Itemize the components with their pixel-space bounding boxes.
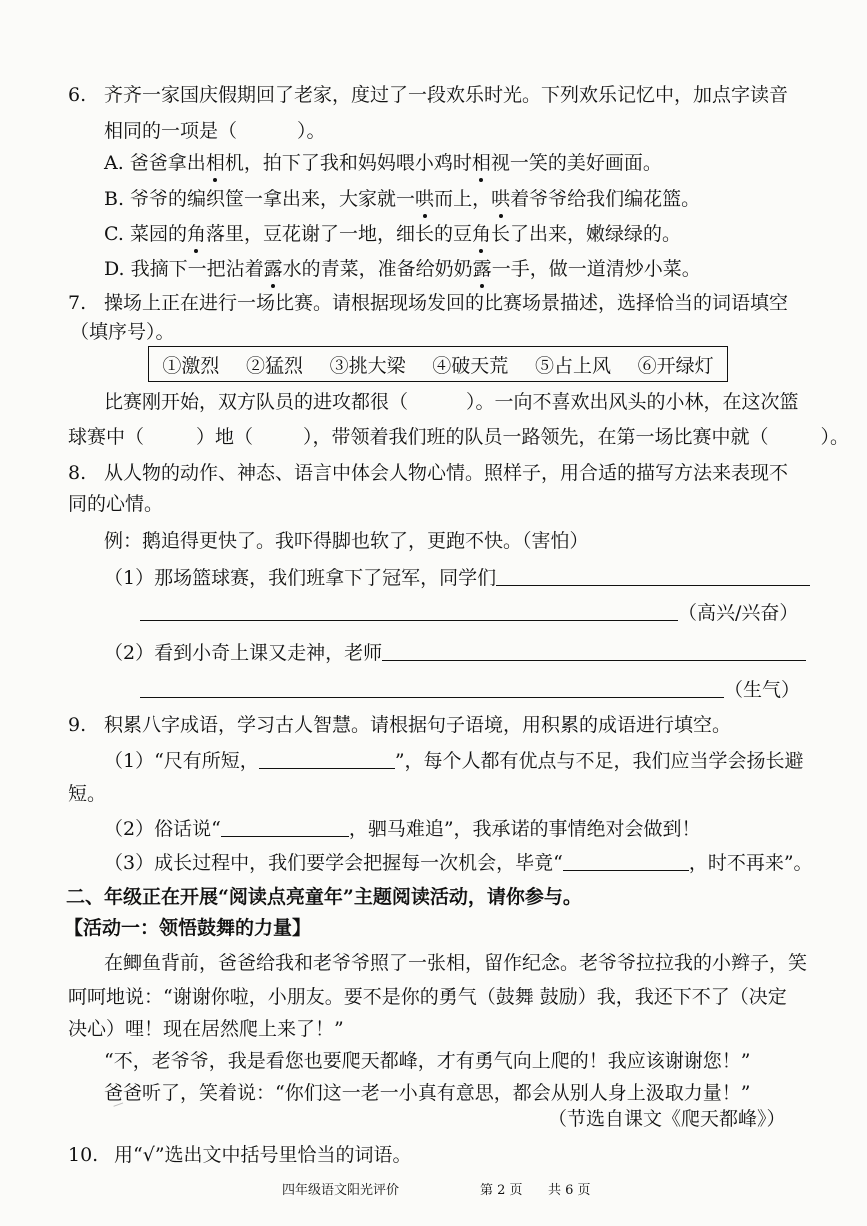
section2-title: 二、年级正在开展“阅读点亮童年”主题阅读活动，请你参与。 — [66, 886, 582, 908]
q7-option: ④破天荒 — [432, 354, 509, 377]
passage-line2: 呵呵地说：“谢谢你啦，小朋友。要不是你的勇气（鼓舞 鼓励）我，我还下不了（决定 — [68, 986, 787, 1008]
q8-number: 8. — [68, 462, 87, 484]
footer-page-number: 第 2 页 — [480, 1183, 523, 1198]
q6-option-d: D. 我摘下一把沾着露水的青菜，准备给奶奶露一手，做一道清炒小菜。 — [104, 258, 701, 280]
q7-word-options-box — [148, 346, 728, 382]
q7-option: ③挑大梁 — [329, 354, 406, 377]
q9-number: 9. — [68, 714, 87, 736]
footer-total-pages: 共 6 页 — [548, 1183, 591, 1198]
q9-item1-answer-line[interactable] — [259, 748, 395, 769]
q8-stem-line2: 同的心情。 — [68, 493, 164, 515]
q6-stem-end: ）。 — [297, 120, 326, 142]
q6-stem-line2 — [104, 118, 326, 144]
q10-number: 10. — [68, 1144, 99, 1166]
q7-option: ①激烈 — [162, 354, 220, 377]
q8-item1-line2 — [140, 600, 798, 626]
q8-stem-line1: 从人物的动作、神态、语言中体会人物心情。照样子，用合适的描写方法来表现不 — [104, 462, 789, 484]
q8-item2: （2）看到小奇上课又走神，老师 — [104, 640, 806, 666]
q8-item2-answer-line[interactable] — [382, 640, 806, 661]
q8-item2-line2 — [140, 677, 800, 703]
passage-line5: 爸爸听了，笑着说：“你们这一老一小真有意思，都会从别人身上汲取力量！” — [104, 1082, 751, 1104]
q6-number: 6. — [68, 84, 87, 106]
q8-example: 例：鹅追得更快了。我吓得脚也软了，更跑不快。（害怕） — [104, 530, 589, 552]
passage-line4: “不，老爷爷，我是看您也要爬天都峰，才有勇气向上爬的！我应该谢谢您！” — [104, 1050, 751, 1072]
q9-item1: （1）“尺有所短， ”，每个人都有优点与不足，我们应当学会扬长避 — [104, 750, 804, 772]
q7-option: ②猛烈 — [245, 354, 303, 377]
q7-option: ⑥开绿灯 — [637, 354, 714, 377]
q8-item1-answer-line[interactable] — [496, 565, 810, 586]
q8-item1-answer-line2[interactable] — [140, 600, 678, 621]
activity1-heading: 【活动一：领悟鼓舞的力量】 — [64, 917, 312, 939]
q7-option: ⑤占上风 — [534, 354, 611, 377]
q6-option-a: A. 爸爸拿出相机，拍下了我和妈妈喂小鸡时相视一笑的美好画面。 — [104, 152, 662, 174]
q6-stem-text: 相同的一项是（ — [104, 120, 238, 142]
q10-stem: 用“√”选出文中括号里恰当的词语。 — [114, 1144, 412, 1166]
q7-passage-line2: 球赛中（ ）地（ ），带领着我们班的队员一路领先，在第一场比赛中就（ ）。 — [68, 426, 850, 448]
footer-title: 四年级语文阳光评价 — [282, 1183, 400, 1198]
q6-option-b: B. 爷爷的编织筐一拿出来，大家就一哄而上，哄着爷爷给我们编花篮。 — [104, 188, 701, 210]
passage-source: （节选自课文《爬天都峰》） — [548, 1108, 786, 1130]
q9-item3-answer-line[interactable] — [563, 850, 689, 871]
q6-stem-line1: 齐齐一家国庆假期回了老家，度过了一段欢乐时光。下列欢乐记忆中，加点字读音 — [104, 84, 789, 106]
q9-item2: （2）俗话说“ ，驷马难追”，我承诺的事情绝对会做到！ — [104, 818, 701, 840]
q8-item1: （1）那场篮球赛，我们班拿下了冠军，同学们 — [104, 565, 810, 591]
q7-passage-line1: 比赛刚开始，双方队员的进攻都很（ ）。一向不喜欢出风头的小林，在这次篮 — [104, 391, 799, 413]
q8-item2-answer-line2[interactable] — [140, 677, 724, 698]
q9-stem: 积累八字成语，学习古人智慧。请根据句子语境，用积累的成语进行填空。 — [104, 714, 732, 736]
q9-item3: （3）成长过程中，我们要学会把握每一次机会，毕竟“ ，时不再来”。 — [104, 852, 813, 874]
q8-item2-tag: （生气） — [724, 679, 801, 701]
q9-item1-cont: 短。 — [68, 783, 107, 805]
q7-stem-line2: （填序号）。 — [70, 321, 175, 343]
passage-line3: 决心）哩！现在居然爬上来了！” — [68, 1018, 344, 1040]
q7-stem-line1: 操场上正在进行一场比赛。请根据现场发回的比赛场景描述，选择恰当的词语填空 — [104, 292, 789, 314]
q8-item1-tag: （高兴/兴奋） — [678, 602, 799, 624]
q6-option-c: C. 菜园的角落里，豆花谢了一地，细长的豆角长了出来，嫩绿绿的。 — [104, 223, 682, 245]
q9-item2-answer-line[interactable] — [221, 816, 349, 837]
q7-number: 7. — [68, 292, 87, 314]
passage-line1: 在鲫鱼背前，爸爸给我和老爷爷照了一张相，留作纪念。老爷爷拉拉我的小辫子，笑 — [104, 952, 808, 974]
